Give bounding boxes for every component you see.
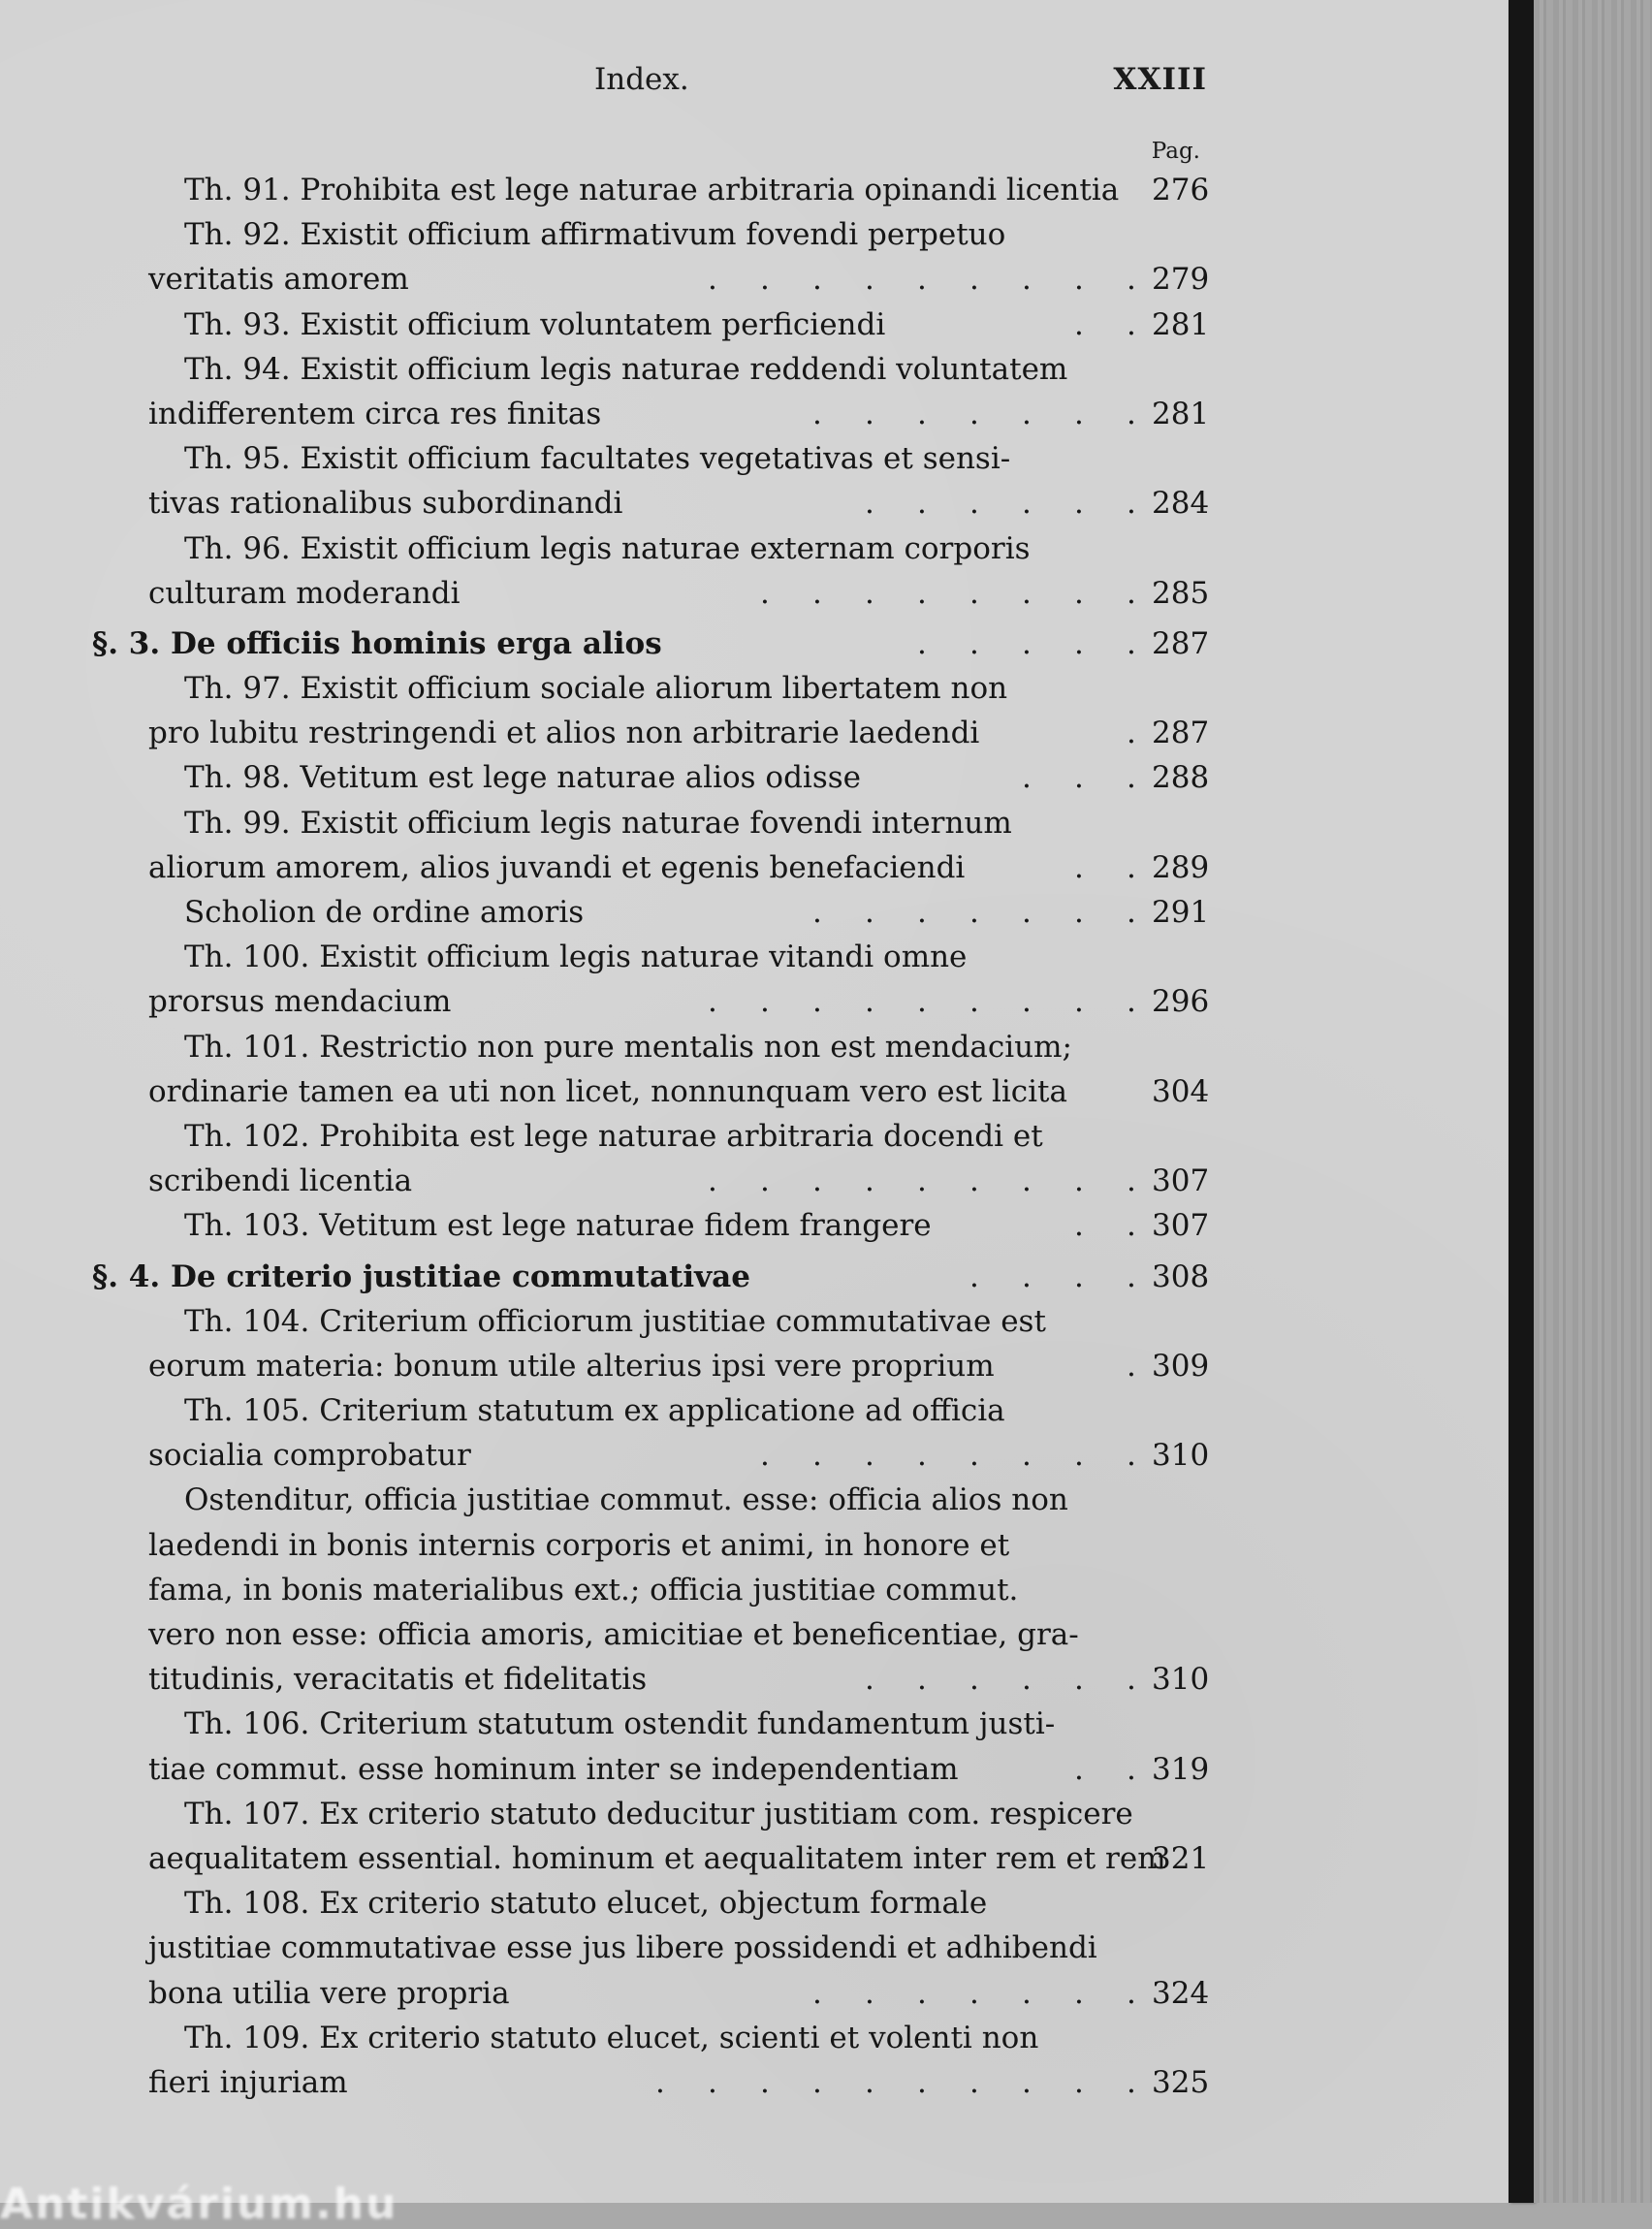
index-entry-line: veritatis amorem . . . . . . . . . 279 [0,257,1510,302]
page-number: 287 [1152,625,1210,661]
index-entries [0,168,1510,2105]
entry-text: Th. 95. Existit officium facultates vegetativas et sensi- [184,441,1011,477]
index-entry-line [0,1523,1510,1568]
page-number: 291 [1152,895,1210,930]
entry-text: ordinarie tamen ea uti non licet, nonnunquam vero est licita [148,1073,1067,1109]
index-entry-line [0,1836,1510,1881]
watermark: Antikvárium.hu [0,2180,398,2229]
entry-text: Th. 97. Existit officium sociale aliorum libertatem non [184,671,1008,707]
index-entry-line [0,1025,1510,1069]
entry-text: eorum materia: bonum utile alterius ipsi vere proprium [148,1348,995,1384]
entry-text: Th. 106. Criterium statutum ostendit fundamentum justi- [184,1706,1056,1742]
page-number: 288 [1152,760,1210,796]
page-number: 310 [1152,1662,1210,1698]
entry-text: Th. 109. Ex criterio statuto elucet, scienti et volenti non [184,2020,1039,2055]
page-number: 319 [1152,1751,1210,1787]
index-entry-line [0,1299,1510,1344]
page-number: 296 [1152,984,1210,1020]
page-number: 281 [1152,306,1210,342]
index-entry-line: Scholion de ordine amoris . . . . . . . 291 [0,890,1510,935]
index-entry-line [0,1792,1510,1836]
page-number: 289 [1152,849,1210,885]
entry-text: vero non esse: officia amoris, amicitiae et beneficentiae, gra- [148,1617,1079,1652]
entry-text: Th. 92. Existit officium affirmativum fovendi perpetuo [184,217,1006,253]
entry-text: veritatis amorem [148,262,409,298]
index-entry-line: Th. 93. Existit officium voluntatem perficiendi . . 281 [0,303,1510,347]
entry-text: titudinis, veracitatis et fidelitatis [148,1662,648,1698]
entry-text: Th. 98. Vetitum est lege naturae alios odisse [184,760,861,796]
page-number: 309 [1152,1348,1210,1384]
entry-text: fieri injuriam [148,2064,348,2100]
entry-text: Th. 108. Ex criterio statuto elucet, objectum formale [184,1886,988,1922]
index-entry-line [0,1702,1510,1746]
index-entry-line [0,1069,1510,1114]
entry-text: tiae commut. esse hominum inter se independentiam [148,1751,959,1787]
entry-text: Th. 103. Vetitum est lege naturae fidem frangere [184,1208,932,1244]
index-entry-line: Th. 103. Vetitum est lege naturae fidem frangere . . 307 [0,1203,1510,1248]
entry-text: Th. 104. Criterium officiorum justitiae commutativae est [184,1303,1046,1339]
index-entry-line [0,1568,1510,1612]
entry-text: pro lubitu restringendi et alios non arbitrarie laedendi [148,716,980,751]
index-entry-line [0,1881,1510,1926]
entry-text: Th. 105. Criterium statutum ex applicatione ad officia [184,1393,1005,1429]
entry-text: tivas rationalibus subordinandi [148,486,623,522]
index-entry-line: Th. 98. Vetitum est lege naturae alios odisse . . . 288 [0,755,1510,800]
entry-text: Th. 94. Existit officium legis naturae reddendi voluntatem [184,351,1068,387]
background-surface [1534,0,1652,2203]
index-entry-line: tivas rationalibus subordinandi . . . . . . 284 [0,481,1510,525]
page-number: 321 [1152,1840,1210,1876]
entry-text: socialia comprobatur [148,1438,471,1474]
index-entry-line: indifferentem circa res finitas . . . . . . . 281 [0,392,1510,436]
entry-text: aequalitatem essential. hominum et aequalitatem inter rem et rem [148,1840,1166,1876]
page-number: 308 [1152,1258,1210,1294]
page-number: 304 [1152,1073,1210,1109]
index-entry-line: scribendi licentia . . . . . . . . . 307 [0,1159,1510,1203]
page-number: 276 [1152,173,1210,207]
index-entry-line [0,347,1510,392]
index-entry-line [0,666,1510,711]
running-head-title: Index. [594,62,689,97]
index-entry-line: socialia comprobatur . . . . . . . . 310 [0,1433,1510,1478]
index-entry-line: fieri injuriam . . . . . . . . . . 325 [0,2060,1510,2105]
index-entry-line: bona utilia vere propria . . . . . . . 324 [0,1971,1510,2016]
page-number: 324 [1152,1975,1210,2011]
index-entry-line [0,1114,1510,1159]
index-entry-line: tiae commut. esse hominum inter se independentiam . . 319 [0,1747,1510,1792]
entry-text: Th. 91. Prohibita est lege naturae arbitraria opinandi licentia [184,173,1120,207]
page-number: 284 [1152,486,1210,522]
index-entry-line: aliorum amorem, alios juvandi et egenis benefaciendi . . 289 [0,845,1510,890]
index-section-heading: §. 4. De criterio justitiae commutativae . . . . 308 [0,1255,1510,1299]
index-entry-line: prorsus mendacium . . . . . . . . . 296 [0,979,1510,1024]
index-entry-line: eorum materia: bonum utile alterius ipsi vere proprium . 309 [0,1344,1510,1388]
entry-text: Th. 101. Restrictio non pure mentalis non est mendacium; [184,1029,1072,1065]
page-number: 325 [1152,2064,1210,2100]
entry-text: justitiae commutativae esse jus libere possidendi et adhibendi [148,1930,1097,1966]
page-folio: XXIII [1113,62,1207,97]
index-entry-line [0,935,1510,979]
index-entry-line [0,1926,1510,1970]
page-number: 287 [1152,716,1210,751]
entry-text: prorsus mendacium [148,984,452,1020]
entry-text: Th. 107. Ex criterio statuto deducitur justitiam com. respicere [184,1796,1133,1831]
entry-text: Th. 102. Prohibita est lege naturae arbitraria docendi et [184,1118,1043,1154]
page-number: 281 [1152,396,1210,431]
index-section-heading: §. 3. De officiis hominis erga alios . . . . . 287 [0,621,1510,666]
entry-text: aliorum amorem, alios juvandi et egenis benefaciendi [148,849,966,885]
entry-text: Scholion de ordine amoris [184,895,585,930]
entry-text: culturam moderandi [148,575,461,611]
index-entry-line [0,1478,1510,1522]
index-entry-line [0,436,1510,481]
entry-text: scribendi licentia [148,1163,413,1199]
index-entry-line [0,168,1510,212]
entry-text: §. 4. De criterio justitiae commutativae [92,1258,750,1294]
index-entry-line: titudinis, veracitatis et fidelitatis . . . . . . 310 [0,1657,1510,1702]
index-entry-line [0,1612,1510,1657]
entry-text: §. 3. De officiis hominis erga alios [92,625,662,661]
entry-text: Ostenditur, officia justitiae commut. esse: officia alios non [184,1482,1068,1518]
entry-text: Th. 96. Existit officium legis naturae externam corporis [184,530,1031,566]
page-number: 285 [1152,575,1210,611]
index-entry-line [0,2016,1510,2060]
index-entry-line [0,212,1510,257]
page-number: 307 [1152,1163,1210,1199]
page-column-label: Pag. [1151,139,1200,164]
index-entry-line: pro lubitu restringendi et alios non arbitrarie laedendi . 287 [0,711,1510,755]
entry-text: bona utilia vere propria [148,1975,510,2011]
index-entry-line: culturam moderandi . . . . . . . . 285 [0,571,1510,616]
index-entry-line [0,801,1510,845]
entry-text: indifferentem circa res finitas [148,396,602,431]
page-number: 310 [1152,1438,1210,1474]
entry-text: laedendi in bonis internis corporis et animi, in honore et [148,1527,1010,1563]
book-binding-edge [1509,0,1534,2203]
index-entry-line [0,1388,1510,1433]
entry-text: Th. 99. Existit officium legis naturae fovendi internum [184,805,1012,841]
running-head [0,62,1510,107]
entry-text: fama, in bonis materialibus ext.; officia justitiae commut. [148,1572,1019,1608]
page-number: 307 [1152,1208,1210,1244]
page-number: 279 [1152,262,1210,298]
index-entry-line [0,526,1510,571]
entry-text: Th. 93. Existit officium voluntatem perficiendi [184,306,886,342]
entry-text: Th. 100. Existit officium legis naturae vitandi omne [184,939,968,975]
